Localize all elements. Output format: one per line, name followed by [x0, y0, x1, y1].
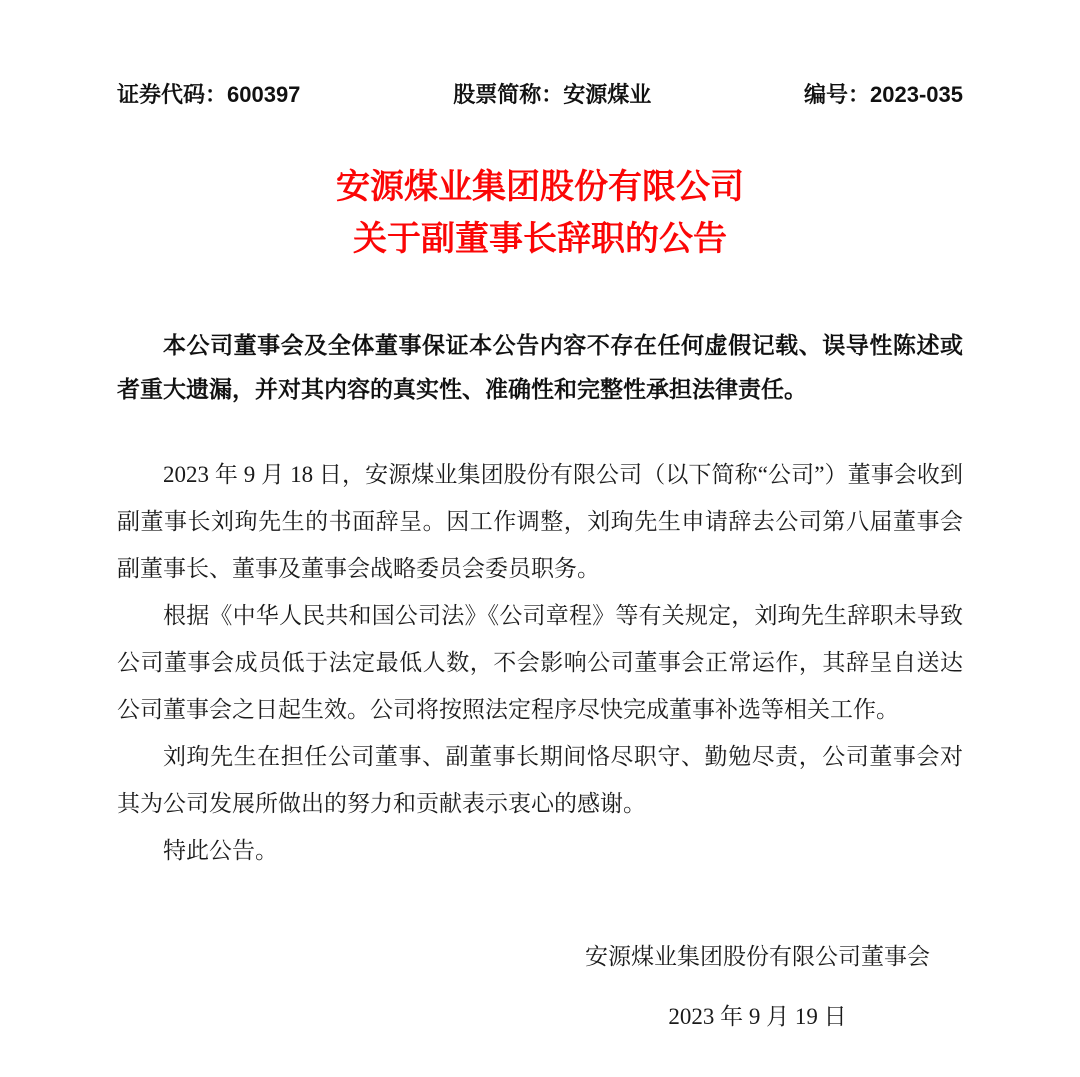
body-paragraph-3: 刘珣先生在担任公司董事、副董事长期间恪尽职守、勤勉尽责，公司董事会对其为公司发展所做出的努力和贡献表示衷心的感谢。 — [117, 744, 963, 816]
signature-block — [585, 938, 930, 1031]
title-line-subject: 关于副董事长辞职的公告 — [353, 220, 727, 258]
signature-date: 2023 年 9 月 19 日 — [668, 1004, 847, 1029]
document-header — [117, 78, 963, 109]
announcement-number: 编号：2023-035 — [804, 82, 963, 107]
signature-company: 安源煤业集团股份有限公司董事会 — [585, 944, 930, 969]
title-line-company: 安源煤业集团股份有限公司 — [336, 168, 744, 206]
document-title — [117, 161, 963, 265]
document-body — [117, 451, 963, 874]
body-paragraph-2: 根据《中华人民共和国公司法》《公司章程》等有关规定，刘珣先生辞职未导致公司董事会成员低于法定最低人数，不会影响公司董事会正常运作，其辞呈自送达公司董事会之日起生效。公司将按照法定程序尽快完成董事补选等相关工作。 — [117, 603, 963, 722]
disclaimer-paragraph: 本公司董事会及全体董事保证本公告内容不存在任何虚假记载、误导性陈述或者重大遗漏，并对其内容的真实性、准确性和完整性承担法律责任。 — [117, 332, 963, 402]
body-paragraph-1: 2023 年 9 月 18 日，安源煤业集团股份有限公司（以下简称“公司”）董事会收到副董事长刘珣先生的书面辞呈。因工作调整，刘珣先生申请辞去公司第八届董事会副董事长、董事及董事会战略委员会委员职务。 — [117, 462, 963, 581]
stock-short-name: 股票简称：安源煤业 — [453, 82, 652, 107]
stock-code: 证券代码：600397 — [117, 82, 301, 107]
closing-statement: 特此公告。 — [163, 838, 278, 863]
